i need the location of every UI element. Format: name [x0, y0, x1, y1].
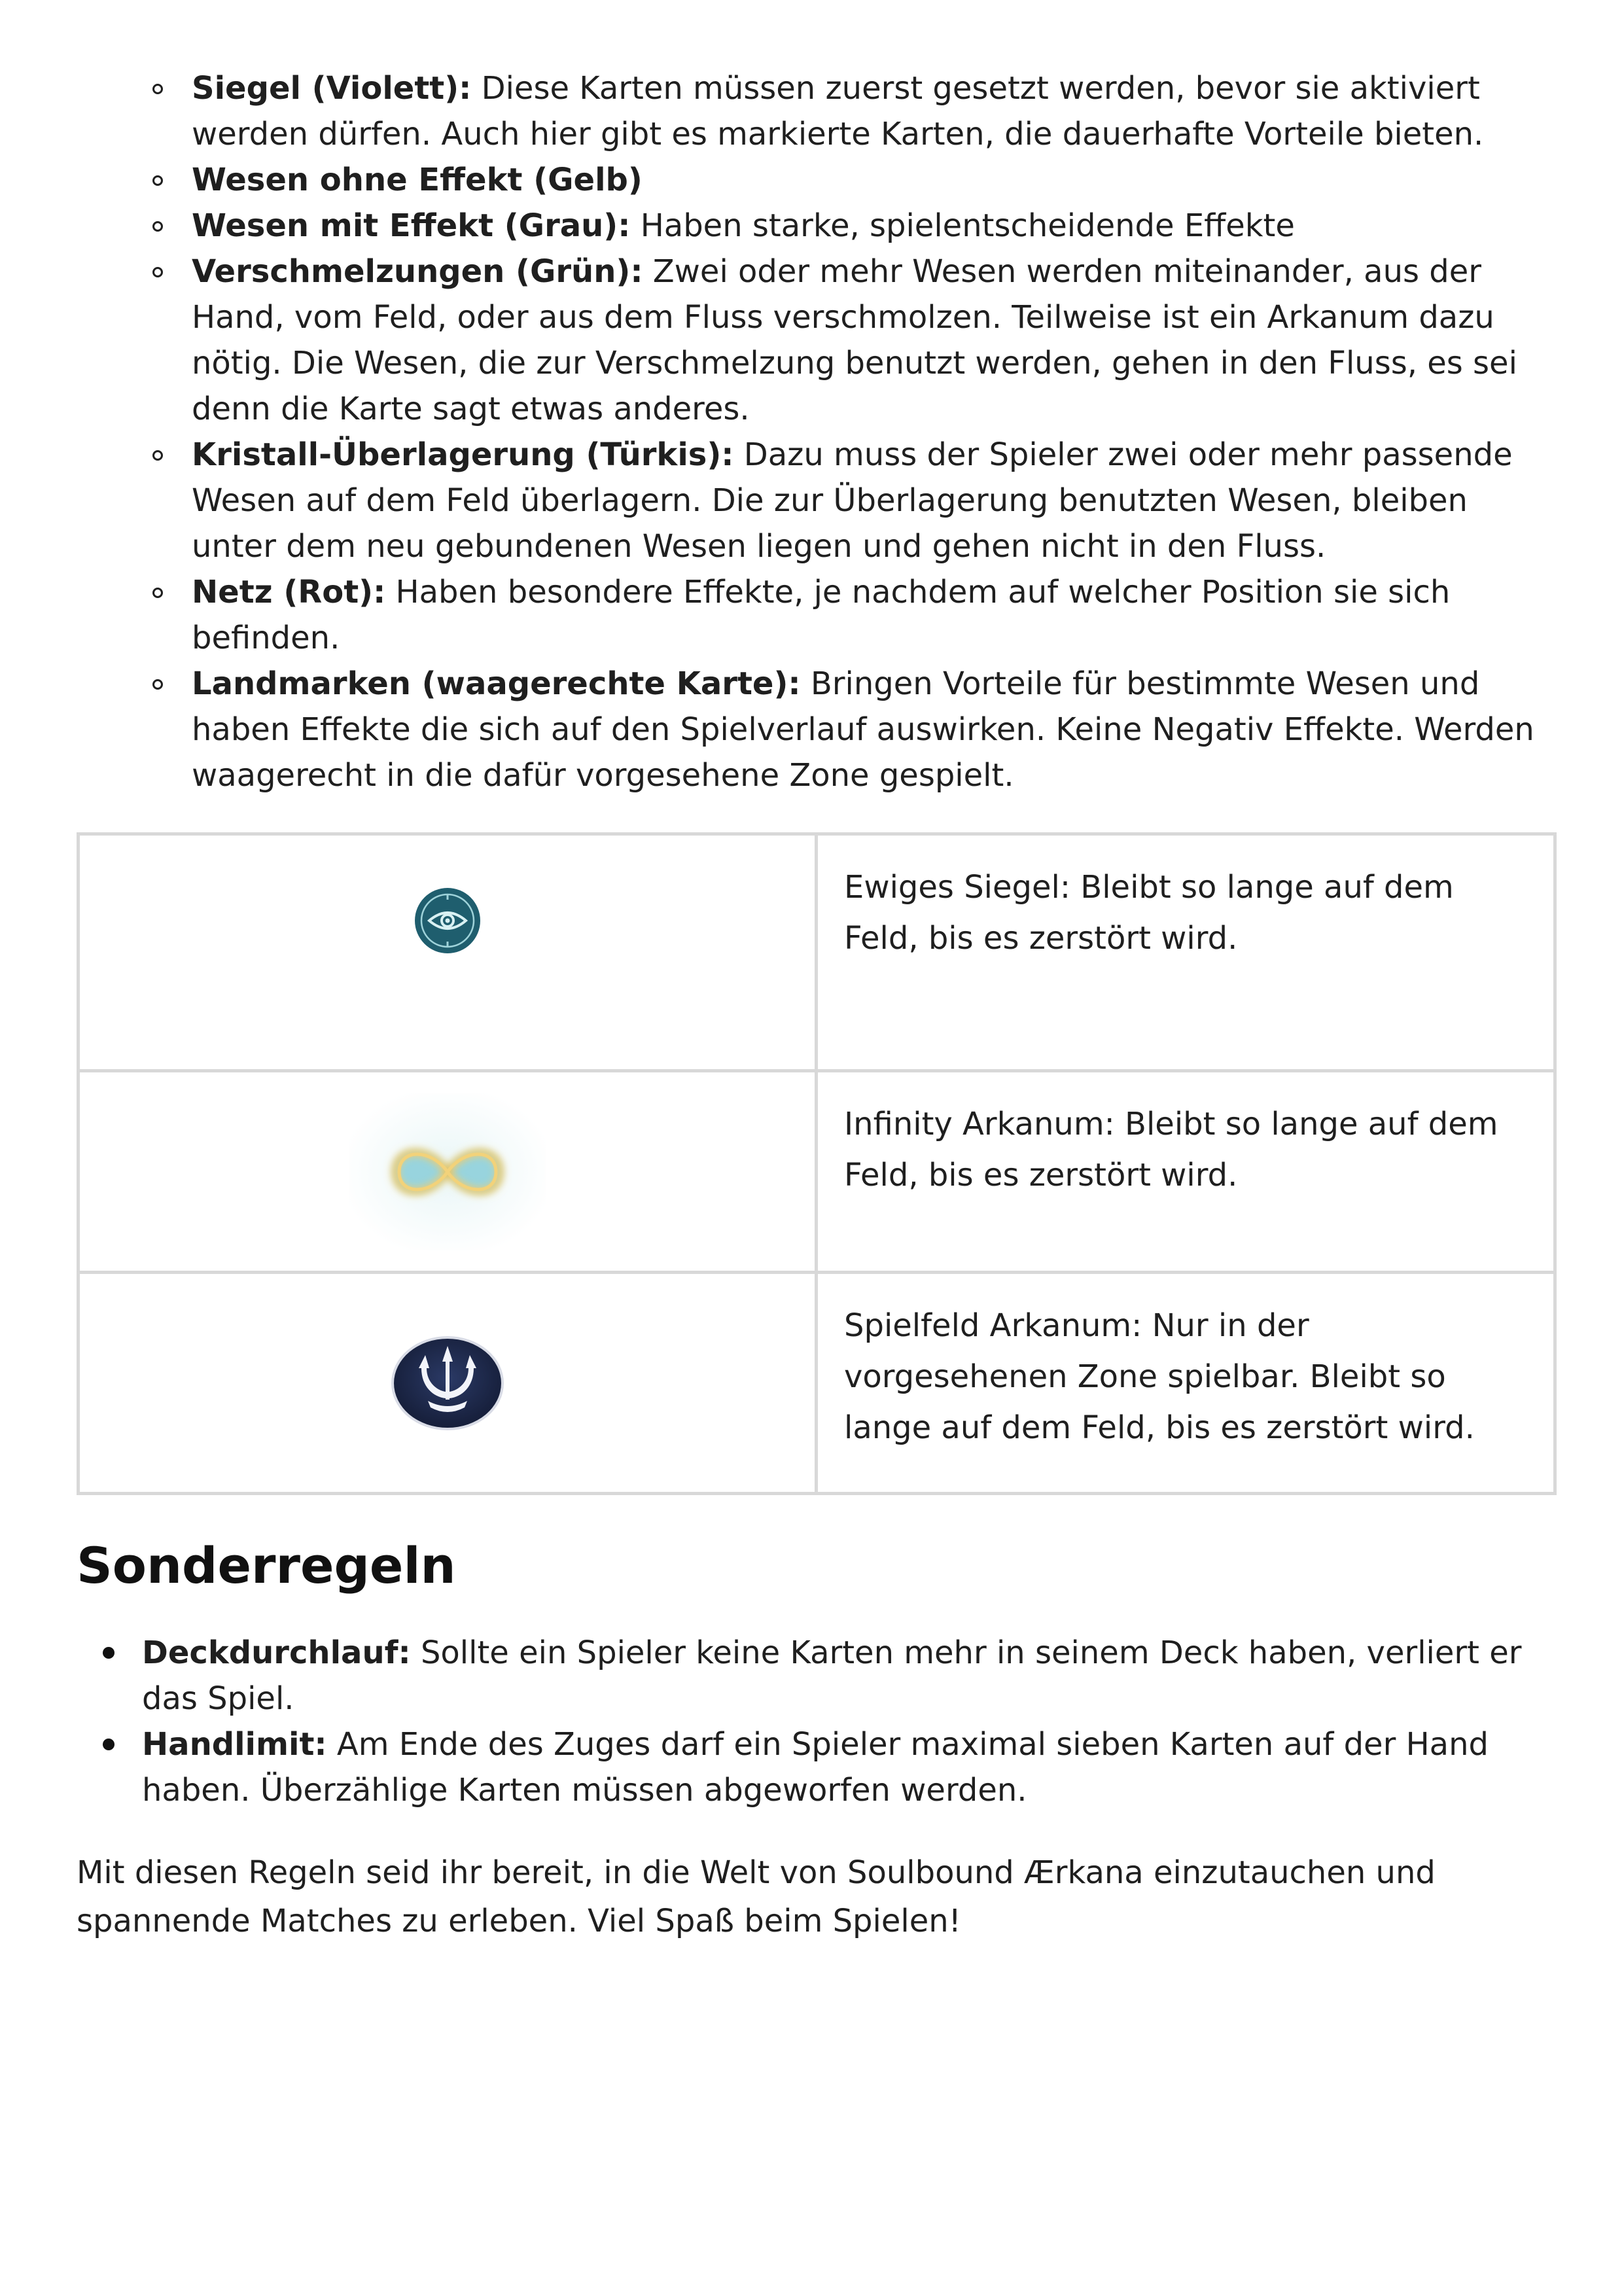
- item-label: Verschmelzungen (Grün):: [192, 253, 643, 290]
- item-label: Netz (Rot):: [192, 574, 386, 610]
- item-label: Siegel (Violett):: [192, 70, 472, 107]
- item-label: Wesen ohne Effekt (Gelb): [192, 162, 643, 198]
- list-item: [192, 65, 1557, 157]
- table-row: [79, 834, 1555, 1071]
- list-item: [192, 432, 1557, 569]
- item-text: Zwei oder mehr Wesen werden miteinander, aus der Hand, vom Feld, oder aus dem Fluss verschmolzen. Teilweise ist ein Arkanum dazu nötig. Die Wesen, die zur Verschmelzung benutzt werden, gehen in den Fluss, es sei denn die Karte sagt etwas anderes.: [192, 253, 1517, 427]
- special-rules-list: [77, 1630, 1557, 1813]
- item-label: Handlimit:: [142, 1726, 327, 1763]
- eternal-seal-icon: [414, 887, 482, 955]
- item-text: Am Ende des Zuges darf ein Spieler maximal sieben Karten auf der Hand haben. Überzählige Karten müssen abgeworfen werden.: [142, 1726, 1489, 1809]
- infinity-icon: [349, 1093, 546, 1250]
- section-heading: Sonderregeln: [77, 1536, 456, 1595]
- icon-cell: [79, 834, 817, 1071]
- list-item: [192, 203, 1557, 249]
- item-label: Landmarken (waagerechte Karte):: [192, 665, 801, 702]
- document-page: [77, 65, 1557, 1945]
- item-label: Wesen mit Effekt (Grau):: [192, 207, 631, 244]
- item-text: Sollte ein Spieler keine Karten mehr in seinem Deck haben, verliert er das Spiel.: [142, 1634, 1522, 1717]
- icon-description: Ewiges Siegel: Bleibt so lange auf dem Feld, bis es zerstört wird.: [817, 834, 1555, 1071]
- list-item: [142, 1722, 1557, 1813]
- card-type-list: [77, 65, 1557, 798]
- list-item: [142, 1630, 1557, 1722]
- table-row: [79, 1071, 1555, 1273]
- item-label: Kristall-Überlagerung (Türkis):: [192, 436, 734, 473]
- item-text: Diese Karten müssen zuerst gesetzt werden, bevor sie aktiviert werden dürfen. Auch hier gibt es markierte Karten, die dauerhafte Vorteile bieten.: [192, 70, 1484, 152]
- icon-legend-table: [77, 832, 1557, 1495]
- icon-description: Infinity Arkanum: Bleibt so lange auf dem Feld, bis es zerstört wird.: [817, 1071, 1555, 1273]
- item-text: Dazu muss der Spieler zwei oder mehr passende Wesen auf dem Feld überlagern. Die zur Überlagerung benutzten Wesen, bleiben unter dem neu gebundenen Wesen liegen und gehen nicht in den Fluss.: [192, 436, 1513, 565]
- list-item: [192, 569, 1557, 661]
- icon-cell: [79, 1273, 817, 1494]
- table-row: [79, 1273, 1555, 1494]
- list-item: [192, 249, 1557, 432]
- item-text: Haben besondere Effekte, je nachdem auf welcher Position sie sich befinden.: [192, 574, 1451, 656]
- closing-paragraph: Mit diesen Regeln seid ihr bereit, in die Welt von Soulbound Ærkana einzutauchen und spannende Matches zu erleben. Viel Spaß beim Spielen!: [77, 1854, 1436, 1939]
- icon-description: Spielfeld Arkanum: Nur in der vorgesehenen Zone spielbar. Bleibt so lange auf dem Feld, bis es zerstört wird.: [817, 1273, 1555, 1494]
- item-label: Deckdurchlauf:: [142, 1634, 411, 1671]
- icon-cell: [79, 1071, 817, 1273]
- list-item: [192, 157, 1557, 203]
- item-text: Bringen Vorteile für bestimmte Wesen und haben Effekte die sich auf den Spielverlauf auswirken. Keine Negativ Effekte. Werden waagerecht in die dafür vorgesehene Zone gespielt.: [192, 665, 1534, 794]
- item-text: Haben starke, spielentscheidende Effekte: [630, 207, 1295, 244]
- trident-field-icon: [382, 1328, 513, 1439]
- list-item: [192, 661, 1557, 798]
